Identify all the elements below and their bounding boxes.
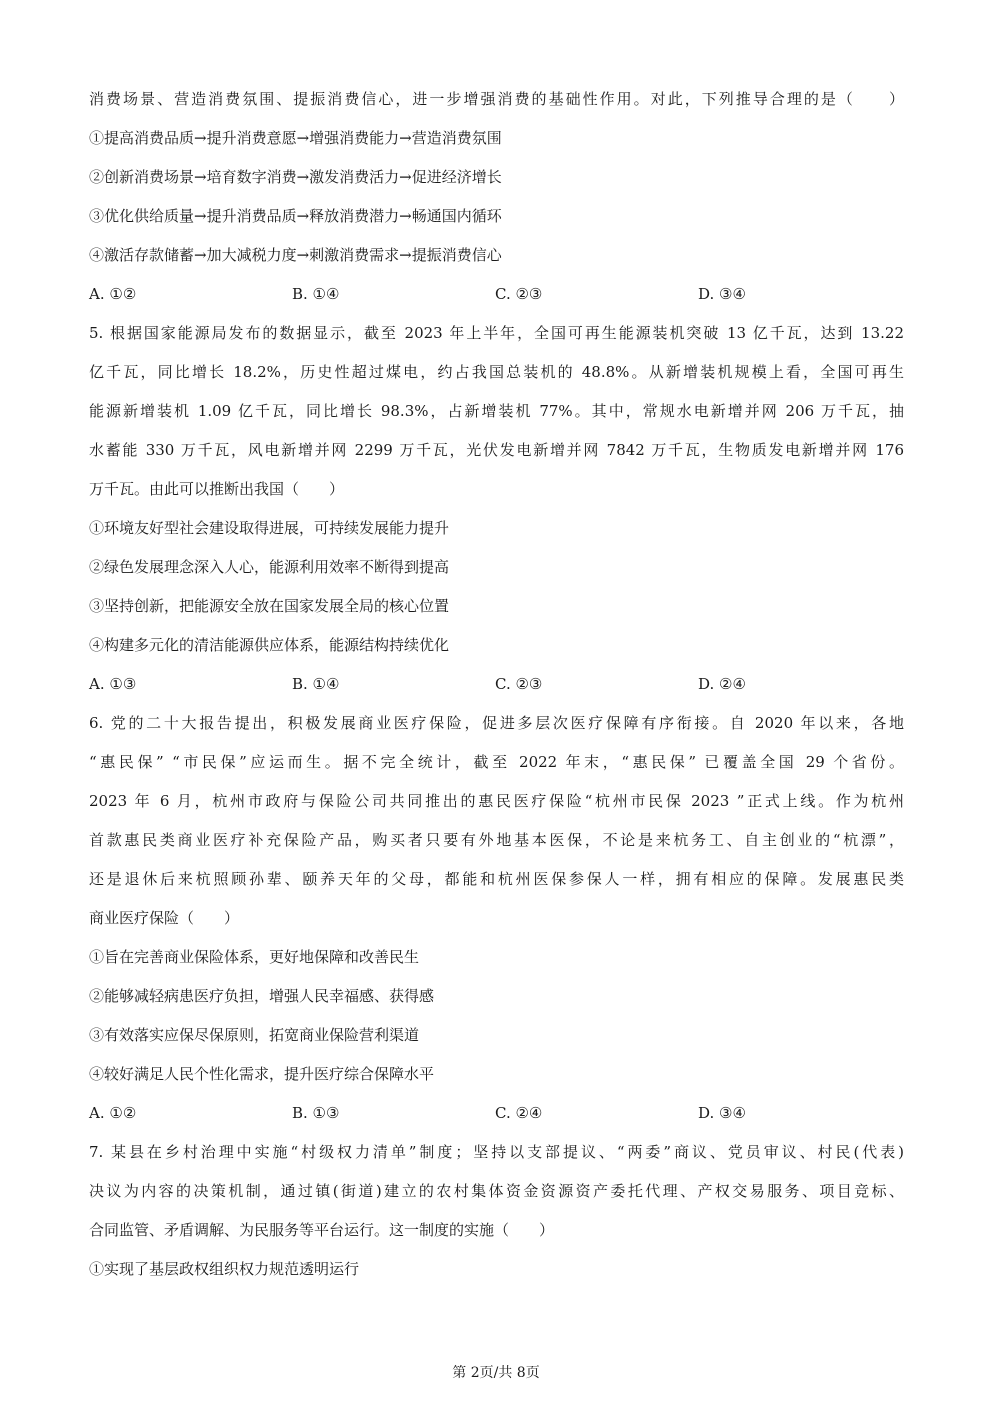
question-5-stem-line: 能源新增装机 1.09 亿千瓦，同比增长 98.3%，占新增装机 77%。其中，常规水电新增并网 206 万千瓦，抽 xyxy=(89,402,904,420)
question-6-item-3: ③有效落实应保尽保原则，拓宽商业保险营利渠道 xyxy=(89,1026,420,1044)
question-7-stem-line: 7. 某县在乡村治理中实施“村级权力清单”制度；坚持以支部提议、“两委”商议、党员审议、村民(代表) xyxy=(89,1143,904,1161)
question-7-item-1: ①实现了基层政权组织权力规范透明运行 xyxy=(89,1260,360,1278)
question-6-options xyxy=(89,1094,904,1133)
question-6-item-4: ④较好满足人民个性化需求，提升医疗综合保障水平 xyxy=(89,1065,435,1083)
question-6-item-1: ①旨在完善商业保险体系，更好地保障和改善民生 xyxy=(89,948,420,966)
question-6-stem-line: 还是退休后来杭照顾孙辈、颐养天年的父母，都能和杭州医保参保人一样，拥有相应的保障。发展惠民类 xyxy=(89,870,904,888)
question-5-item-1: ①环境友好型社会建设取得进展，可持续发展能力提升 xyxy=(89,519,450,537)
question-4-item-4: ④激活存款储蓄→加大减税力度→刺激消费需求→提振消费信心 xyxy=(89,246,502,264)
question-7-stem-line: 决议为内容的决策机制，通过镇(街道)建立的农村集体资金资源资产委托代理、产权交易服务、项目竞标、 xyxy=(89,1182,904,1200)
question-5 xyxy=(89,314,904,704)
question-6-stem-line: 商业医疗保险（ ） xyxy=(89,909,240,927)
option-a: A. ①② xyxy=(89,285,137,303)
page-content xyxy=(89,80,904,1289)
option-c: C. ②④ xyxy=(495,1104,543,1122)
option-b: B. ①③ xyxy=(292,1104,340,1122)
option-b: B. ①④ xyxy=(292,285,340,303)
question-6 xyxy=(89,704,904,1133)
question-4-item-2: ②创新消费场景→培育数字消费→激发消费活力→促进经济增长 xyxy=(89,168,502,186)
question-4-item-3: ③优化供给质量→提升消费品质→释放消费潜力→畅通国内循环 xyxy=(89,207,502,225)
option-d: D. ③④ xyxy=(698,1104,746,1122)
question-4-options xyxy=(89,275,904,314)
option-a: A. ①② xyxy=(89,1104,137,1122)
question-4-stem-line: 消费场景、营造消费氛围、提振消费信心，进一步增强消费的基础性作用。对此，下列推导合理的是（ ） xyxy=(89,90,904,108)
question-6-stem-line: 2023 年 6 月，杭州市政府与保险公司共同推出的惠民医疗保险“杭州市民保 2023 ”正式上线。作为杭州 xyxy=(89,792,904,810)
option-d: D. ②④ xyxy=(698,675,746,693)
option-d: D. ③④ xyxy=(698,285,746,303)
option-a: A. ①③ xyxy=(89,675,137,693)
question-5-stem-line: 5. 根据国家能源局发布的数据显示，截至 2023 年上半年，全国可再生能源装机突破 13 亿千瓦，达到 13.22 xyxy=(89,324,904,342)
question-5-item-4: ④构建多元化的清洁能源供应体系，能源结构持续优化 xyxy=(89,636,450,654)
option-b: B. ①④ xyxy=(292,675,340,693)
question-5-item-2: ②绿色发展理念深入人心，能源利用效率不断得到提高 xyxy=(89,558,450,576)
question-6-stem-line: 6. 党的二十大报告提出，积极发展商业医疗保险，促进多层次医疗保障有序衔接。自 2020 年以来，各地 xyxy=(89,714,904,732)
question-7-stem-line: 合同监管、矛盾调解、为民服务等平台运行。这一制度的实施（ ） xyxy=(89,1221,555,1239)
page-number-footer: 第 2页/共 8页 xyxy=(452,1365,540,1381)
question-6-stem-line: “惠民保” “市民保”应运而生。据不完全统计，截至 2022 年末，“惠民保” 已覆盖全国 29 个省份。 xyxy=(89,753,904,771)
question-5-stem-line: 万千瓦。由此可以推断出我国（ ） xyxy=(89,480,345,498)
question-6-item-2: ②能够减轻病患医疗负担，增强人民幸福感、获得感 xyxy=(89,987,435,1005)
question-6-stem-line: 首款惠民类商业医疗补充保险产品，购买者只要有外地基本医保，不论是来杭务工、自主创业的“杭漂”， xyxy=(89,831,904,849)
question-5-stem-line: 亿千瓦，同比增长 18.2%，历史性超过煤电，约占我国总装机的 48.8%。从新增装机规模上看，全国可再生 xyxy=(89,363,904,381)
option-c: C. ②③ xyxy=(495,285,543,303)
question-5-stem-line: 水蓄能 330 万千瓦，风电新增并网 2299 万千瓦，光伏发电新增并网 7842 万千瓦，生物质发电新增并网 176 xyxy=(89,441,904,459)
question-4 xyxy=(89,80,904,314)
option-c: C. ②③ xyxy=(495,675,543,693)
question-5-options xyxy=(89,665,904,704)
question-4-item-1: ①提高消费品质→提升消费意愿→增强消费能力→营造消费氛围 xyxy=(89,129,502,147)
question-7 xyxy=(89,1133,904,1289)
question-5-item-3: ③坚持创新，把能源安全放在国家发展全局的核心位置 xyxy=(89,597,450,615)
